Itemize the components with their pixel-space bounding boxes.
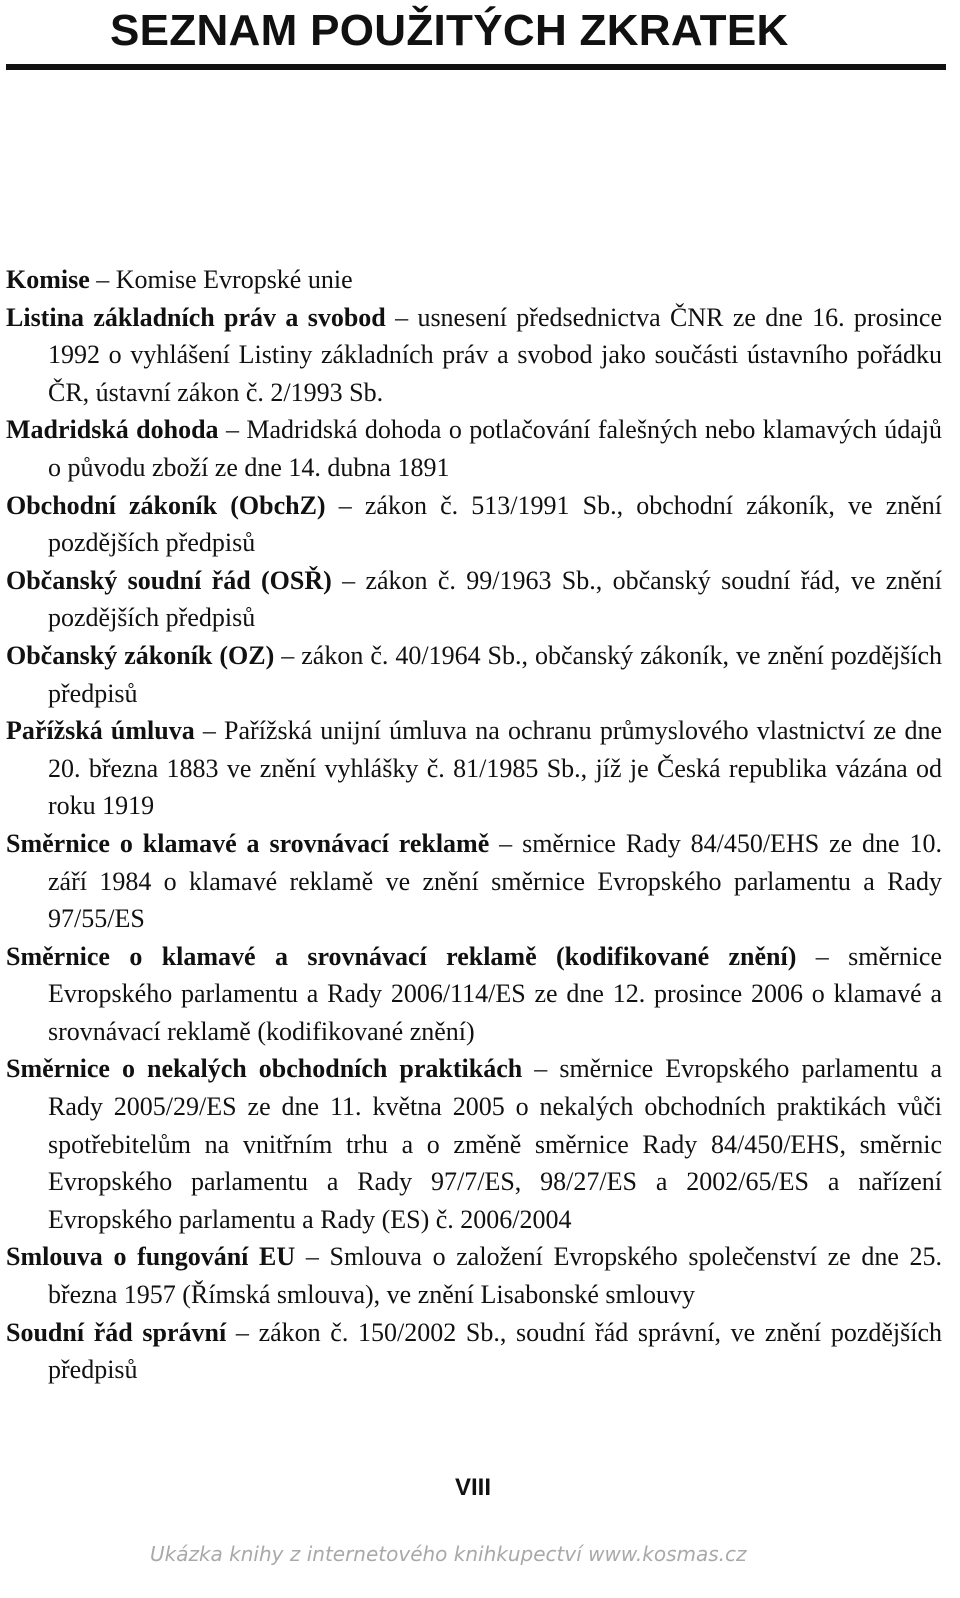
abbreviation-entry [6, 261, 942, 299]
entry-term: Listina základních práv a svobod [6, 302, 386, 332]
entry-term: Směrnice o klamavé a srovnávací reklamě (kodifikované znění) [6, 941, 797, 971]
entry-definition: Pařížská unijní úmluva na ochranu průmyslového vlastnictví ze dne 20. března 1883 ve znění vyhlášky č. 81/1985 Sb., jíž je Česká republika vázána od roku 1919 [48, 716, 943, 821]
abbreviation-entry [6, 411, 942, 486]
entry-dash: – [331, 565, 366, 595]
entry-dash: – [194, 716, 225, 746]
entry-term: Občanský zákoník (OZ) [6, 640, 275, 670]
entry-dash: – [274, 640, 302, 670]
abbreviation-list [6, 261, 942, 1389]
entry-definition: zákon č. 513/1991 Sb., obchodní zákoník, ve znění pozdějších předpisů [48, 490, 943, 558]
entry-dash: – [325, 490, 365, 520]
entry-dash: – [796, 941, 849, 971]
abbreviation-entry [6, 299, 942, 412]
entry-dash: – [295, 1242, 330, 1272]
title-divider [6, 64, 946, 70]
watermark: Ukázka knihy z internetového knihkupectví www.kosmas.cz [150, 1542, 747, 1566]
entry-definition: zákon č. 99/1963 Sb., občanský soudní řád, ve znění pozdějších předpisů [48, 565, 942, 633]
abbreviation-entry [6, 712, 942, 825]
abbreviation-entry [6, 487, 942, 562]
abbreviation-entry [6, 938, 942, 1051]
entry-term: Soudní řád správní [6, 1317, 227, 1347]
entry-definition: Madridská dohoda o potlačování falešných nebo klamavých údajů o původu zboží ze dne 14. dubna 1891 [48, 415, 942, 482]
abbreviation-entry [6, 1050, 942, 1238]
entry-definition: usnesení předsednictva ČNR ze dne 16. prosince 1992 o vyhlášení Listiny základních práv a svobod jako součásti ústavního pořádku ČR, ústavní zákon č. 2/1993 Sb. [48, 302, 943, 407]
entry-dash: – [218, 415, 247, 445]
entry-term: Občanský soudní řád (OSŘ) [6, 565, 332, 595]
entry-term: Pařížská úmluva [6, 716, 195, 746]
entry-term: Komise [6, 265, 90, 294]
entry-definition: směrnice Evropského parlamentu a Rady 2005/29/ES ze dne 11. května 2005 o nekalých obchodních praktikách vůči spotřebitelům na vnitřním trhu a o změně směrnice Rady 84/450/EHS, směrnic Evropského parlamentu a Rady 97/7/ES, 98/27/ES a 2002/65/ES a nařízení Evropského parlamentu a Rady (ES) č. 2006/2004 [48, 1054, 942, 1234]
entry-term: Madridská dohoda [6, 415, 219, 445]
entry-definition: směrnice Evropského parlamentu a Rady 2006/114/ES ze dne 12. prosince 2006 o klamavé a srovnávací reklamě (kodifikované znění) [48, 941, 942, 1046]
entry-dash: – [522, 1054, 560, 1084]
entry-definition: zákon č. 40/1964 Sb., občanský zákoník, ve znění pozdějších předpisů [48, 640, 942, 708]
entry-definition: zákon č. 150/2002 Sb., soudní řád správní, ve znění pozdějších předpisů [48, 1317, 943, 1385]
entry-term: Smlouva o fungování EU [6, 1242, 296, 1272]
abbreviation-entry [6, 1314, 942, 1389]
entry-definition: Smlouva o založení Evropského společenství ze dne 25. března 1957 (Římská smlouva), ve znění Lisabonské smlouvy [48, 1242, 943, 1310]
entry-term: Obchodní zákoník (ObchZ) [6, 490, 326, 520]
entry-term: Směrnice o klamavé a srovnávací reklamě [6, 828, 490, 858]
abbreviation-entry [6, 1238, 942, 1313]
entry-definition: směrnice Rady 84/450/EHS ze dne 10. září 1984 o klamavé reklamě ve znění směrnice Evropského parlamentu a Rady 97/55/ES [48, 828, 943, 934]
abbreviation-entry [6, 562, 942, 637]
entry-dash: – [385, 302, 418, 332]
page-number: VIII [454, 1474, 491, 1501]
abbreviation-entry [6, 825, 942, 938]
page-title: SEZNAM POUŽITÝCH ZKRATEK [110, 6, 789, 55]
entry-definition: Komise Evropské unie [115, 265, 353, 294]
entry-term: Směrnice o nekalých obchodních praktikách [6, 1054, 523, 1084]
entry-dash: – [489, 828, 523, 858]
entry-dash: – [226, 1317, 259, 1347]
entry-dash: – [89, 265, 116, 294]
abbreviation-entry [6, 637, 942, 712]
